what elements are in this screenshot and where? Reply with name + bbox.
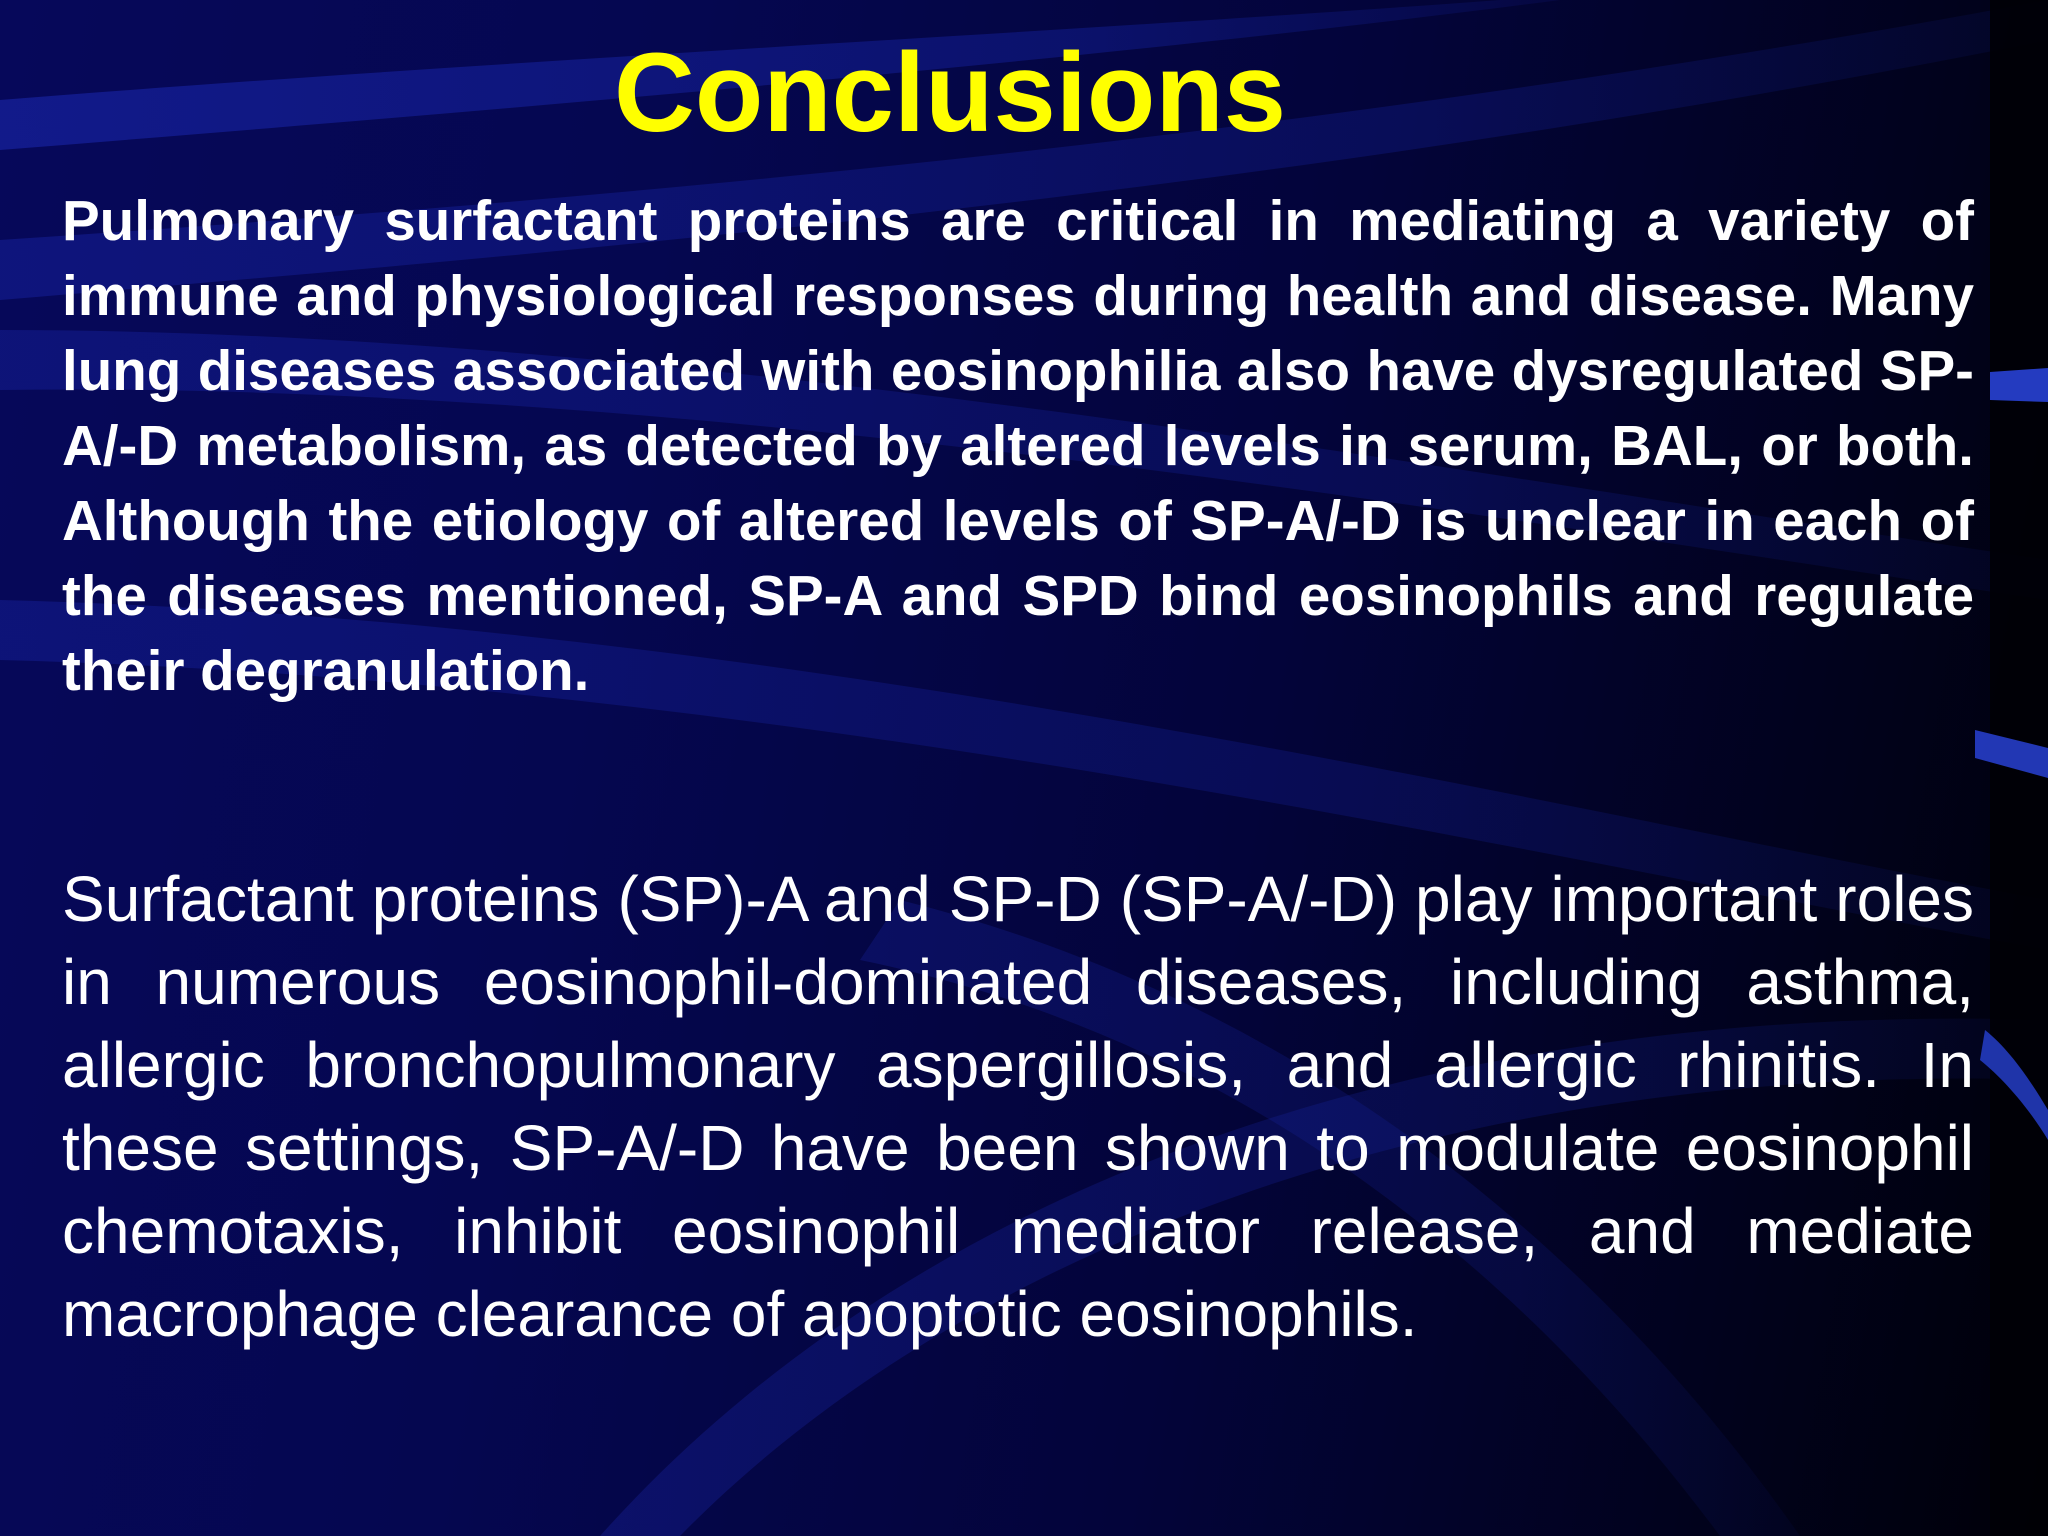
slide-title: Conclusions — [613, 30, 1287, 155]
conclusion-paragraph-1: Pulmonary surfactant proteins are critical in mediating a variety of immune and physiological responses during health and disease. Many lung diseases associated with eosinophilia also have dysregulated SP-A/-D metabolism, as detected by altered levels in serum, BAL, or both. Although the etiology of altered levels of SP-A/-D is unclear in each of the diseases mentioned, SP-A and SPD bind eosinophils and regulate their degranulation. — [62, 189, 1974, 702]
edge-accent-1 — [1990, 368, 2048, 402]
conclusion-paragraph-2: Surfactant proteins (SP)-A and SP-D (SP-A/-D) play important roles in numerous eosinophil-dominated diseases, including asthma, allergic bronchopulmonary aspergillosis, and allergic rhinitis. In these settings, SP-A/-D have been shown to modulate eosinophil chemotaxis, inhibit eosinophil mediator release, and mediate macrophage clearance of apoptotic eosinophils. — [62, 863, 1974, 1350]
